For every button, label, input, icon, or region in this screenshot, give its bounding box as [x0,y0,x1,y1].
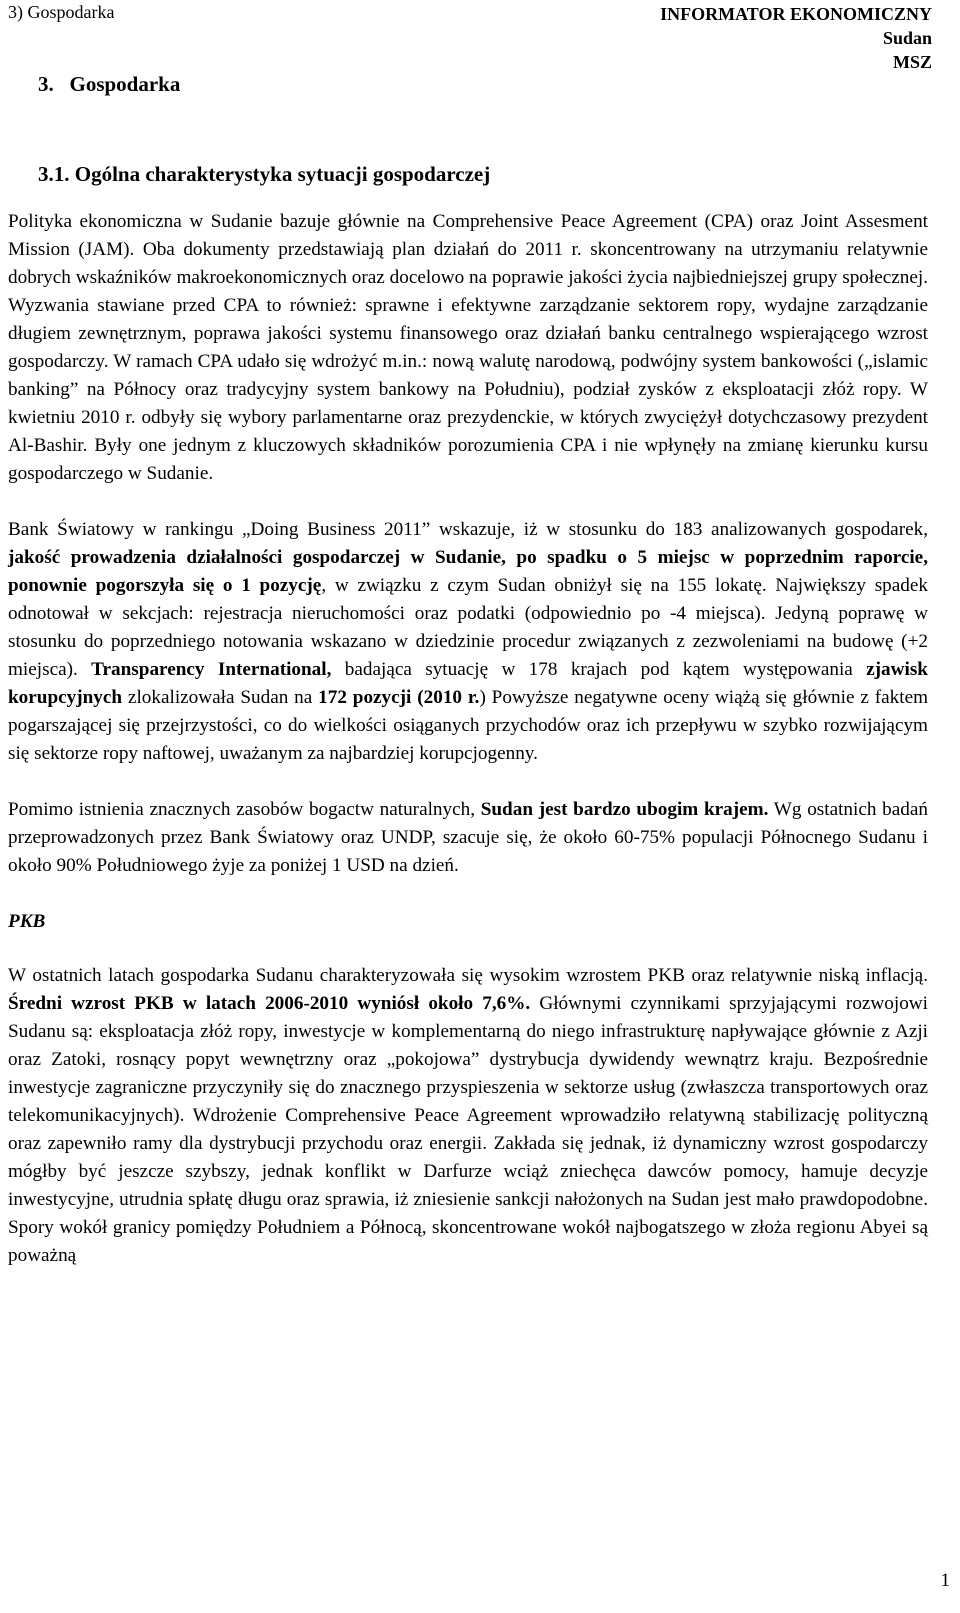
paragraph-gdp [8,962,928,1270]
chapter-title: 3. Gospodarka [38,72,181,96]
text-segment: Wg ostatnich badań przeprowadzonych przez Bank Światowy oraz UNDP, szacuje się, że około 60-75% populacji Północnego Sudanu i około 90% Południowego żyje za poniżej 1 USD na dzień. [8,799,928,876]
publication-title: INFORMATOR EKONOMICZNY [660,4,932,24]
bold-segment: Transparency International, [91,659,332,680]
document-body [8,208,928,1298]
text-segment: Głównymi czynnikami sprzyjającymi rozwojowi Sudanu są: eksploatacja złóż ropy, inwestycje w komplementarną do niego infrastrukturę napływające głównie z Azji oraz Zatoki, rosnący popyt wewnętrzny oraz „pokojowa” dystrybucja dywidendy wewnątrz kraju. Bezpośrednie inwestycje zagraniczne przyczyniły się do znacznego przyspieszenia w sektorze usług (zwłaszcza transportowych oraz telekomunikacyjnych). Wdrożenie Comprehensive Peace Agreement wprowadziło relatywną stabilizację polityczną oraz zapewniło ramy dla dystrybucji przychodu oraz energii. Zakłada się jednak, iż dynamiczny wzrost gospodarczy mógłby być jeszcze szybszy, jednak konflikt w Darfurze wciąż zniechęca dawców pomocy, hamuje decyzje inwestycyjne, utrudnia spłatę długu oraz sprawia, iż zniesienie sankcji nałożonych na Sudan jest mało prawdopodobne. Spory wokół granicy pomiędzy Południem a Północą, skoncentrowane wokół najbogatszego w złoża regionu Abyei są poważną [8,993,928,1266]
text-segment: W ostatnich latach gospodarka Sudanu charakteryzowała się wysokim wzrostem PKB oraz relatywnie niską inflacją. [8,965,928,986]
bold-segment: jakość prowadzenia działalności gospodarczej w Sudanie, po spadku o 5 miejsc w poprzednim raporcie, ponownie pogorszyła się o 1 pozycję [8,547,928,596]
bold-segment: zjawisk korupcyjnych [8,659,928,708]
bold-segment: Sudan jest bardzo ubogim krajem. [480,799,769,820]
paragraph-economic-policy: Polityka ekonomiczna w Sudanie bazuje głównie na Comprehensive Peace Agreement (CPA) oraz Joint Assesment Mission (JAM). Oba dokumenty przedstawiają plan działań do 2011 r. skoncentrowany na utrzymaniu relatywnie dobrych wskaźników makroekonomicznych oraz docelowo na poprawie jakości życia najbiedniejszej grupy społecznej. Wyzwania stawiane przed CPA to również: sprawne i efektywne zarządzanie sektorem ropy, wydajne zarządzanie długiem zewnętrznym, poprawa jakości systemu finansowego oraz działań banku centralnego wspierającego wzrost gospodarczy. W ramach CPA udało się wdrożyć m.in.: nową walutę narodową, podwójny system bankowości („islamic banking” na Północy oraz tradycyjny system bankowy na Południu), podział zysków z eksploatacji złóż ropy. W kwietniu 2010 r. odbyły się wybory parlamentarne oraz prezydenckie, w których zwyciężył dotychczasowy prezydent Al-Bashir. Były one jednym z kluczowych składników porozumienia CPA i nie wpłynęły na zmianę kierunku kursu gospodarczego w Sudanie. [8,211,928,484]
text-segment: , w związku z czym Sudan obniżył się na 155 lokatę. Największy spadek odnotował w sekcjach: rejestracja nieruchomości oraz podatki (odpowiednio po -4 miejsca). Jedyną poprawę w stosunku do poprzedniego notowania wskazano w dziedzinie procedur związanych z zezwoleniami na budowę (+2 miejsca). [8,575,928,680]
running-header-publication [660,2,932,74]
publication-ministry: MSZ [892,52,932,72]
text-segment: Bank Światowy w rankingu „Doing Business 2011” wskazuje, iż w stosunku do 183 analizowanych gospodarek, [8,519,928,540]
text-segment: zlokalizowała Sudan na [122,687,319,708]
running-header-section: 3) Gospodarka [8,2,115,22]
text-segment: badająca sytuację w 178 krajach pod kątem występowania [331,659,867,680]
page-number: 1 [940,1570,950,1591]
section-title: 3.1. Ogólna charakterystyka sytuacji gospodarczej [38,162,491,186]
bold-segment: 172 pozycji (2010 r. [318,687,480,708]
publication-country: Sudan [882,28,932,48]
paragraph-doing-business [8,516,928,768]
bold-segment: Średni wzrost PKB w latach 2006-2010 wyniósł około 7,6%. [8,993,531,1014]
text-segment: ) Powyższe negatywne oceny wiążą się głównie z faktem pogarszającej się przejrzystości, co do wielkości osiąganych przychodów oraz ich przepływu w szybko rozwijającym się sektorze ropy naftowej, uważanym za najbardziej korupcjogenny. [8,687,929,764]
text-segment: Pomimo istnienia znacznych zasobów bogactw naturalnych, [8,799,481,820]
pkb-heading: PKB [8,911,46,932]
paragraph-poverty [8,796,928,880]
